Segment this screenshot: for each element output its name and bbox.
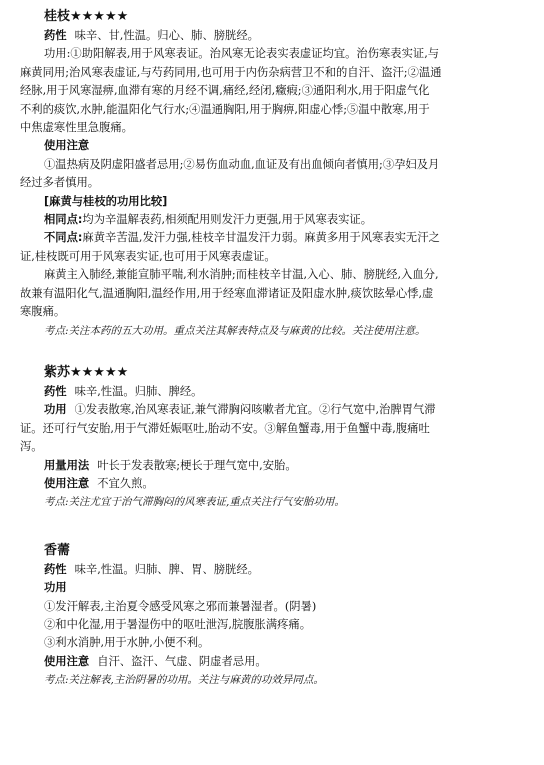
section-spacer bbox=[20, 512, 530, 542]
exam-point: 考点:关注解表,主治阴暑的功用。关注与麻黄的功效异同点。 bbox=[44, 674, 324, 687]
function-line: ①发汗解表,主治夏令感受风寒之邪而兼暑湿者。(阴暑) bbox=[44, 599, 317, 613]
property-text: 味辛,性温。归肺、脾、胃、膀胱经。 bbox=[74, 562, 259, 576]
caution-label: 使用注意 bbox=[44, 139, 90, 153]
difference-label: 不同点: bbox=[44, 231, 83, 245]
similarity-label: 相同点: bbox=[44, 213, 83, 227]
section-guizhi bbox=[20, 8, 530, 340]
property-text: 味辛,性温。归肺、脾经。 bbox=[74, 384, 203, 398]
function-line: 证。还可行气安胎,用于气滞妊娠呕吐,胎动不安。③解鱼蟹毒,用于鱼蟹中毒,腹痛吐 bbox=[20, 421, 430, 435]
similarity-row bbox=[20, 211, 530, 229]
function-line: 经脉,用于风寒湿痹,血滞有寒的月经不调,痛经,经闭,癥瘕;③通阳利水,用于阳虚气化 bbox=[20, 84, 430, 98]
exam-point: 考点:关注尤宜于治气滞胸闷的风寒表证,重点关注行气安胎功用。 bbox=[44, 496, 345, 509]
function-line: ②和中化湿,用于暑湿伤中的呕吐泄泻,脘腹胀满疼痛。 bbox=[44, 617, 312, 631]
caution-row bbox=[20, 475, 530, 493]
property-label: 药性 bbox=[44, 562, 67, 576]
usage-label: 用量用法 bbox=[44, 458, 90, 472]
caution-text: 自汗、盗汗、气虚、阴虚者忌用。 bbox=[97, 654, 267, 668]
section-xiangru bbox=[20, 542, 530, 690]
exam-point: 考点:关注本药的五大功用。重点关注其解表特点及与麻黄的比较。关注使用注意。 bbox=[44, 324, 426, 337]
caution-line: 经过多者慎用。 bbox=[20, 176, 100, 190]
herb-title-zisu: 紫苏★★★★★ bbox=[44, 364, 129, 380]
usage-text: 叶长于发表散寒;梗长于理气宽中,安胎。 bbox=[97, 458, 297, 472]
similarity-text: 均为辛温解表药,相须配用则发汗力更强,用于风寒表实证。 bbox=[82, 213, 373, 227]
property-label: 药性 bbox=[44, 384, 67, 398]
comparison-title: [麻黄与桂枝的功用比较] bbox=[44, 194, 168, 208]
function-line: ③利水消肿,用于水肿,小便不利。 bbox=[44, 636, 210, 650]
function-line: 不利的痰饮,水肿,能温阳化气行水;④温通胸阳,用于胸痹,阳虚心悸;⑤温中散寒,用于 bbox=[20, 102, 430, 116]
caution-label: 使用注意 bbox=[44, 476, 90, 490]
section-spacer bbox=[20, 340, 530, 364]
comparison-line: 故兼有温阳化气,温通胸阳,温经作用,用于经寒血滞诸证及阳虚水肿,痰饮眩晕心悸,虚 bbox=[20, 286, 434, 300]
function-line: 中焦虚寒性里急腹痛。 bbox=[20, 121, 133, 135]
function-line: 麻黄同用;治风寒表虚证,与芍药同用,也可用于内伤杂病营卫不和的自汗、盗汗;②温通 bbox=[20, 65, 442, 79]
function-line: 泻。 bbox=[20, 440, 43, 454]
difference-text: 麻黄辛苦温,发汗力强,桂枝辛甘温发汗力弱。麻黄多用于风寒表实无汗之 bbox=[82, 231, 440, 245]
property-label: 药性 bbox=[44, 29, 67, 42]
caution-line: ①温热病及阴虚阳盛者忌用;②易伤血动血,血证及有出血倾向者慎用;③孕妇及月 bbox=[44, 157, 440, 171]
function-label: 功用 bbox=[44, 403, 67, 417]
caution-text: 不宜久煎。 bbox=[97, 476, 154, 490]
comparison-line: 麻黄主入肺经,兼能宣肺平喘,利水消肿;而桂枝辛甘温,入心、肺、膀胱经,入血分, bbox=[44, 268, 439, 282]
caution-row bbox=[20, 653, 530, 671]
property-row bbox=[20, 561, 530, 579]
herb-title-xiangru: 香薷 bbox=[44, 542, 71, 558]
difference-line: 证,桂枝既可用于风寒表实证,也可用于风寒表虚证。 bbox=[20, 249, 276, 263]
function-text: ①发表散寒,治风寒表证,兼气滞胸闷咳嗽者尤宜。②行气宽中,治脾胃气滞 bbox=[74, 403, 436, 417]
property-row bbox=[20, 383, 530, 401]
property-row bbox=[20, 27, 530, 45]
caution-label: 使用注意 bbox=[44, 654, 90, 668]
section-zisu bbox=[20, 364, 530, 512]
function-line: 功用:①助阳解表,用于风寒表证。治风寒无论表实表虚证均宜。治伤寒表实证,与 bbox=[44, 47, 440, 61]
function-label: 功用 bbox=[44, 581, 67, 595]
function-row bbox=[20, 401, 530, 419]
usage-row bbox=[20, 457, 530, 475]
comparison-line: 寒腹痛。 bbox=[20, 305, 66, 319]
herb-title-guizhi: 桂枝★★★★★ bbox=[44, 9, 129, 24]
property-text: 味辛、甘,性温。归心、肺、膀胱经。 bbox=[74, 29, 259, 42]
difference-row bbox=[20, 229, 530, 247]
